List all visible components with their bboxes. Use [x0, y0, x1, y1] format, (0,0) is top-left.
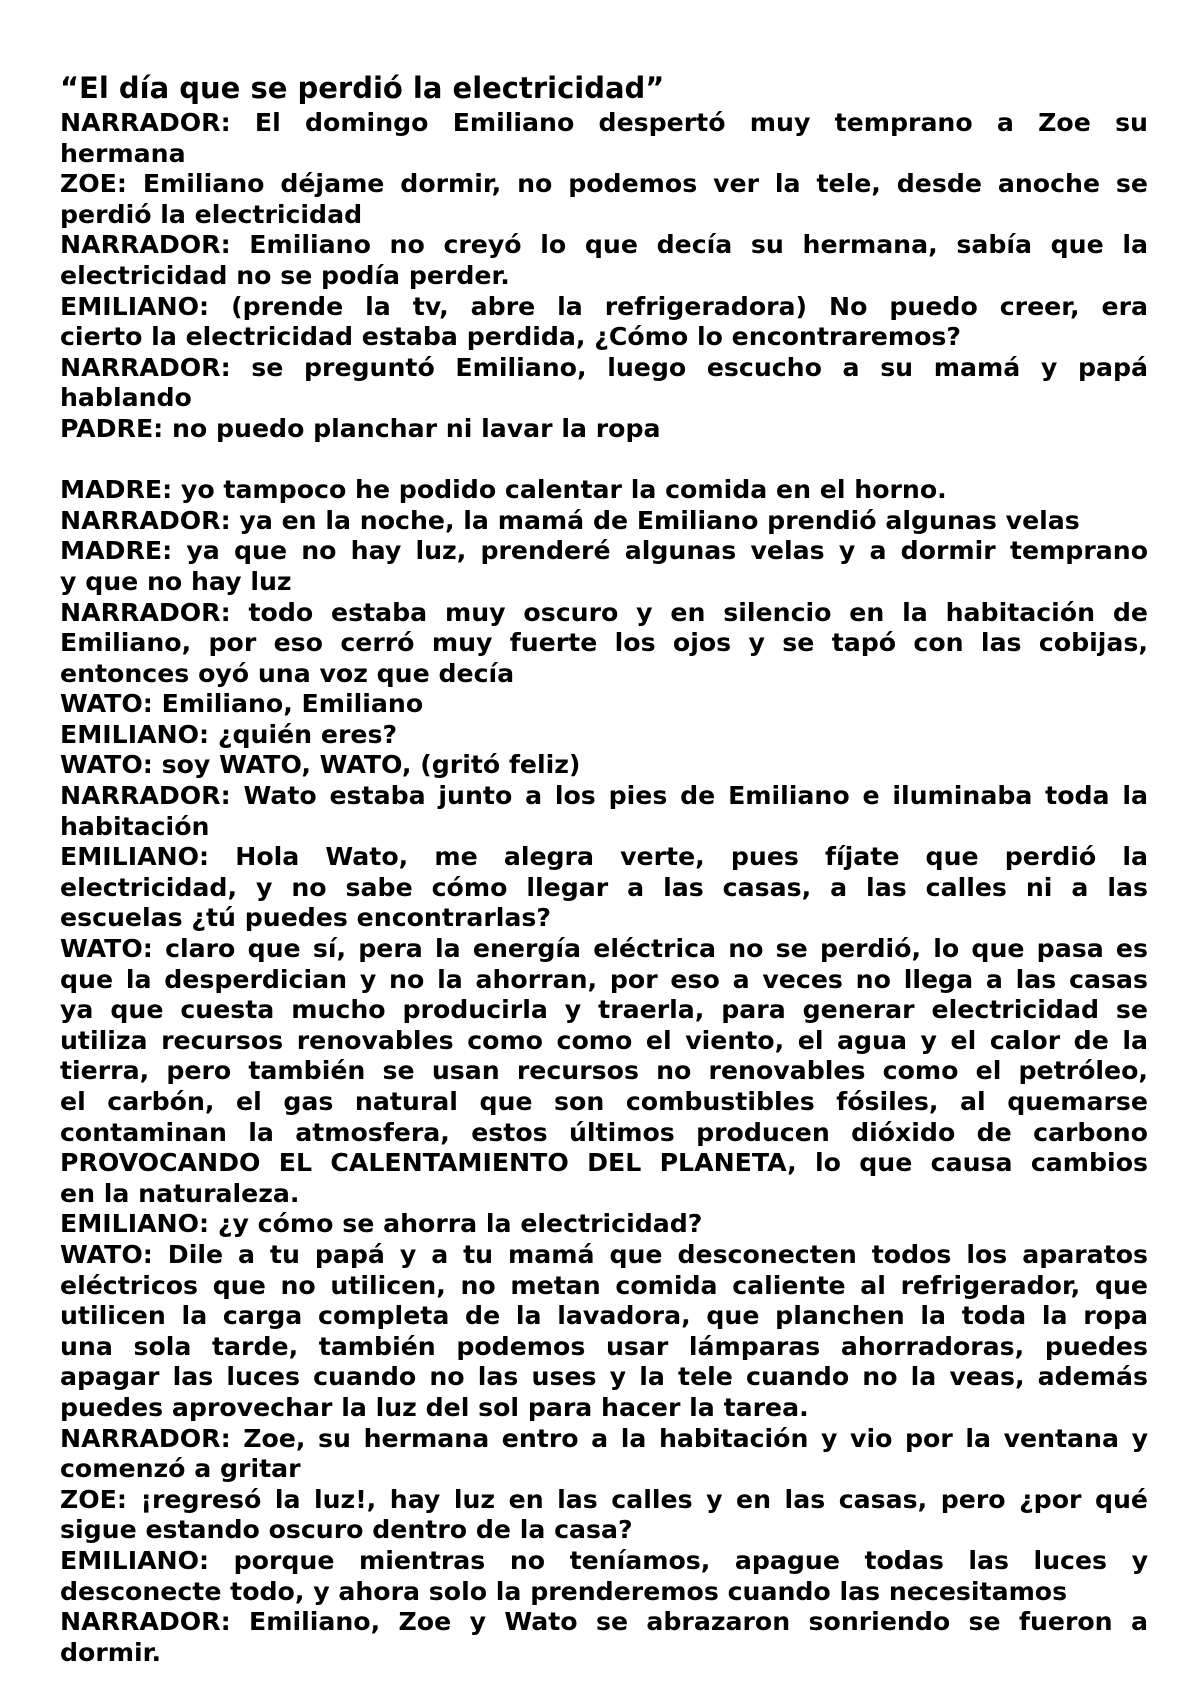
- script-line: NARRADOR: ya en la noche, la mamá de Emiliano prendió algunas velas: [60, 505, 1080, 535]
- script-line: NARRADOR: Emiliano no creyó lo que decía su hermana, sabía que la: [60, 230, 1148, 260]
- script-line: electricidad, y no sabe cómo llegar a las casas, a las calles ni a las: [60, 872, 1148, 902]
- script-line: EMILIANO: ¿quién eres?: [60, 719, 398, 749]
- script-line: ZOE: Emiliano déjame dormir, no podemos ver la tele, desde anoche se: [60, 169, 1148, 199]
- script-line: apagar las luces cuando no las uses y la tele cuando no la veas, además: [60, 1362, 1148, 1392]
- script-line: utilicen la carga completa de la lavadora, que planchen la toda la ropa: [60, 1301, 1148, 1331]
- script-line: comenzó a gritar: [60, 1454, 301, 1484]
- script-line: hablando: [60, 383, 192, 413]
- script-line: habitación: [60, 811, 210, 841]
- script-line: MADRE: ya que no hay luz, prenderé algunas velas y a dormir temprano: [60, 536, 1148, 566]
- script-line: NARRADOR: se preguntó Emiliano, luego escucho a su mamá y papá: [60, 352, 1148, 382]
- script-line: ZOE: ¡regresó la luz!, hay luz en las calles y en las casas, pero ¿por qué: [60, 1484, 1148, 1514]
- script-line: EMILIANO: Hola Wato, me alegra verte, pues fíjate que perdió la: [60, 842, 1148, 872]
- script-line: entonces oyó una voz que decía: [60, 658, 515, 688]
- script-line: NARRADOR: El domingo Emiliano despertó muy temprano a Zoe su: [60, 108, 1148, 137]
- script-line: EMILIANO: ¿y cómo se ahorra la electricidad?: [60, 1209, 703, 1239]
- script-line: PADRE: no puedo planchar ni lavar la ropa: [60, 413, 661, 443]
- script-line: PROVOCANDO EL CALENTAMIENTO DEL PLANETA, lo que causa cambios: [60, 1148, 1148, 1178]
- script-line: desconecte todo, y ahora solo la prenderemos cuando las necesitamos: [60, 1576, 1068, 1606]
- script-line: una sola tarde, también podemos usar lámparas ahorradoras, puedes: [60, 1331, 1148, 1361]
- script-line: hermana: [60, 138, 186, 168]
- script-line: contaminan la atmosfera, estos últimos producen dióxido de carbono: [60, 1117, 1148, 1147]
- script-line: Emiliano, por eso cerró muy fuerte los ojos y se tapó con las cobijas,: [60, 628, 1148, 658]
- script-line: WATO: soy WATO, WATO, (gritó feliz): [60, 750, 581, 780]
- script-line: WATO: Emiliano, Emiliano: [60, 689, 424, 719]
- script-line: MADRE: yo tampoco he podido calentar la comida en el horno.: [60, 475, 947, 505]
- script-line: cierto la electricidad estaba perdida, ¿Cómo lo encontraremos?: [60, 322, 961, 352]
- script-line: WATO: claro que sí, pera la energía eléctrica no se perdió, lo que pasa es: [60, 934, 1148, 964]
- document-title: “El día que se perdió la electricidad”: [60, 71, 665, 105]
- script-line: perdió la electricidad: [60, 199, 363, 229]
- script-line: EMILIANO: (prende la tv, abre la refrigeradora) No puedo creer, era: [60, 291, 1148, 321]
- script-line: en la naturaleza.: [60, 1178, 300, 1208]
- script-line: puedes aprovechar la luz del sol para hacer la tarea.: [60, 1392, 809, 1422]
- script-line: que la desperdician y no la ahorran, por eso a veces no llega a las casas: [60, 964, 1148, 994]
- script-line: WATO: Dile a tu papá y a tu mamá que desconecten todos los aparatos: [60, 1239, 1148, 1269]
- script-line: escuelas ¿tú puedes encontrarlas?: [60, 903, 551, 933]
- script-line: ya que cuesta mucho producirla y traerla, para generar electricidad se: [60, 995, 1148, 1025]
- script-line: tierra, pero también se usan recursos no renovables como el petróleo,: [60, 1056, 1148, 1086]
- script-line: electricidad no se podía perder.: [60, 260, 510, 290]
- script-line: NARRADOR: Zoe, su hermana entro a la habitación y vio por la ventana y: [60, 1423, 1148, 1453]
- script-line: eléctricos que no utilicen, no metan comida caliente al refrigerador, que: [60, 1270, 1148, 1300]
- script-line: EMILIANO: porque mientras no teníamos, apague todas las luces y: [60, 1545, 1148, 1575]
- script-line: el carbón, el gas natural que son combustibles fósiles, al quemarse: [60, 1087, 1148, 1116]
- script-line: dormir.: [60, 1637, 162, 1667]
- script-line: NARRADOR: Emiliano, Zoe y Wato se abrazaron sonriendo se fueron a: [60, 1607, 1148, 1637]
- script-line: NARRADOR: Wato estaba junto a los pies de Emiliano e iluminaba toda la: [60, 781, 1148, 811]
- blank-line: [60, 445, 1148, 476]
- script-line: NARRADOR: todo estaba muy oscuro y en silencio en la habitación de: [60, 597, 1148, 627]
- script-body: [60, 108, 1148, 1668]
- document-page: [60, 70, 1148, 1668]
- script-line: sigue estando oscuro dentro de la casa?: [60, 1515, 633, 1545]
- script-line: utiliza recursos renovables como como el viento, el agua y el calor de la: [60, 1025, 1148, 1055]
- script-line: y que no hay luz: [60, 566, 292, 596]
